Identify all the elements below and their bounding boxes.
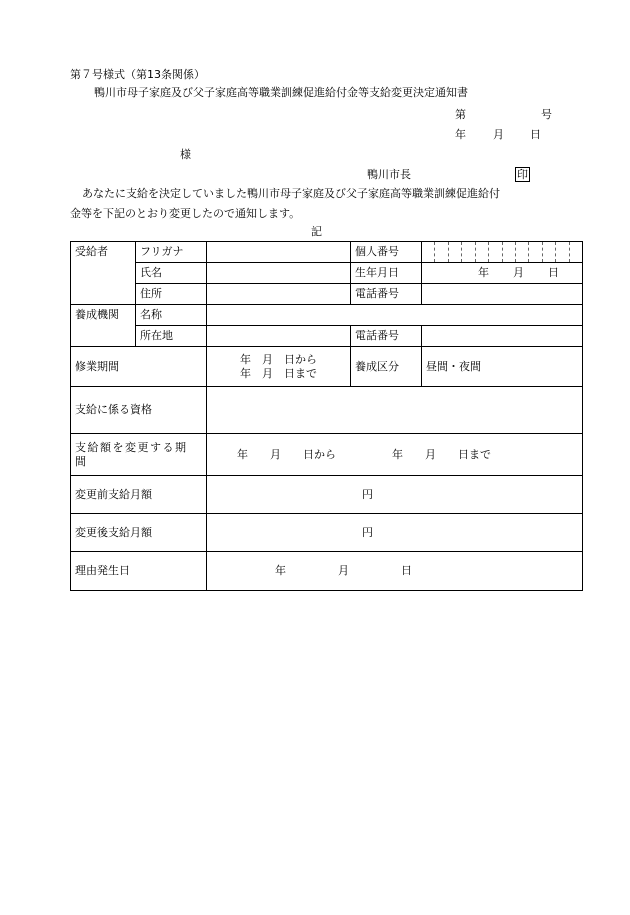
document-title: 鴨川市母子家庭及び父子家庭高等職業訓練促進給付金等支給変更決定通知書: [94, 86, 468, 99]
change-to: 年 月 日まで: [392, 447, 491, 461]
address-field[interactable]: [207, 284, 351, 305]
after-yen: 円: [362, 525, 373, 539]
decision-table: [70, 241, 583, 591]
doc-number-prefix: 第: [455, 108, 466, 121]
doc-number-suffix: 号: [541, 108, 552, 121]
before-amount-field[interactable]: [207, 476, 583, 514]
table-row: [71, 347, 583, 387]
inst-name-label: 名称: [136, 305, 207, 326]
qualification-label: 支給に係る資格: [71, 387, 207, 434]
date-year: 年: [455, 128, 466, 141]
furigana-label: フリガナ: [136, 242, 207, 263]
table-row: [71, 476, 583, 514]
after-amount-label: 変更後支給月額: [71, 514, 207, 552]
table-row: [71, 434, 583, 476]
change-period-label-line1: 支給額を変更する期: [75, 440, 188, 454]
recipient-label: 受給者: [71, 242, 136, 305]
reason-day: 日: [401, 564, 412, 577]
birth-date-label: 生年月日: [351, 263, 422, 284]
body-text-line1: あなたに支給を決定していました鴨川市母子家庭及び父子家庭高等職業訓練促進給付: [82, 187, 500, 200]
change-period-label: [71, 434, 207, 476]
address-label: 住所: [136, 284, 207, 305]
personal-number-field[interactable]: [422, 242, 583, 263]
institution-label: 養成機関: [71, 305, 136, 347]
birth-year: 年: [478, 266, 489, 279]
birth-month: 月: [513, 266, 524, 279]
name-label: 氏名: [136, 263, 207, 284]
reason-month: 月: [338, 564, 349, 577]
birth-date-field[interactable]: [422, 263, 583, 284]
reason-date-label: 理由発生日: [71, 552, 207, 591]
period-to: 年 月 日まで: [240, 366, 317, 380]
body-text-line2: 金等を下記のとおり変更したので通知します。: [70, 207, 301, 220]
change-from: 年 月 日から: [237, 447, 336, 461]
date-month: 月: [493, 128, 504, 141]
reason-date-field[interactable]: [207, 552, 583, 591]
location-field[interactable]: [207, 326, 351, 347]
after-amount-field[interactable]: [207, 514, 583, 552]
table-row: [71, 514, 583, 552]
phone-field[interactable]: [422, 284, 583, 305]
study-period-field[interactable]: [207, 347, 351, 387]
table-row: [71, 305, 583, 326]
date-day: 日: [530, 128, 541, 141]
change-period-label-line2: 間: [75, 454, 86, 468]
issuer: 鴨川市長: [367, 168, 411, 181]
table-row: [71, 552, 583, 591]
training-type-field[interactable]: 昼間・夜間: [422, 347, 583, 387]
before-amount-label: 変更前支給月額: [71, 476, 207, 514]
location-label: 所在地: [136, 326, 207, 347]
table-row: [71, 326, 583, 347]
change-period-field[interactable]: [207, 434, 583, 476]
phone-label: 電話番号: [351, 284, 422, 305]
personal-number-digits: [422, 242, 582, 262]
seal-mark: 印: [517, 168, 528, 181]
inst-phone-label: 電話番号: [351, 326, 422, 347]
reason-year: 年: [275, 564, 286, 577]
ki-label: 記: [311, 225, 322, 238]
personal-number-label: 個人番号: [351, 242, 422, 263]
study-period-label: 修業期間: [71, 347, 207, 387]
form-number: 第７号様式（第13条関係）: [70, 68, 205, 81]
table-row: [71, 387, 583, 434]
qualification-field[interactable]: [207, 387, 583, 434]
addressee-suffix: 様: [180, 148, 191, 161]
before-yen: 円: [362, 487, 373, 501]
inst-phone-field[interactable]: [422, 326, 583, 347]
table-row: [71, 263, 583, 284]
training-type-label: 養成区分: [351, 347, 422, 387]
period-from: 年 月 日から: [240, 352, 317, 366]
birth-day: 日: [548, 266, 559, 279]
name-field[interactable]: [207, 263, 351, 284]
table-row: [71, 242, 583, 263]
inst-name-field[interactable]: [207, 305, 583, 326]
furigana-field[interactable]: [207, 242, 351, 263]
table-row: [71, 284, 583, 305]
